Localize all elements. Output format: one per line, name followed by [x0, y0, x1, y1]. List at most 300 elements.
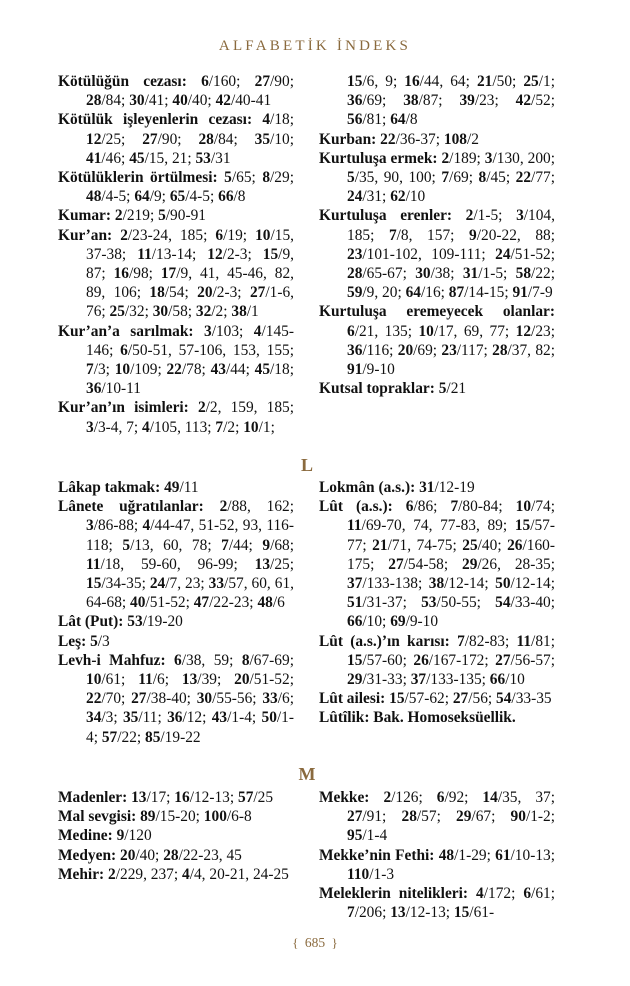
surah-number: 31	[419, 479, 435, 496]
surah-number: 27	[495, 651, 511, 669]
verse-numbers: /31;	[362, 188, 391, 206]
verse-numbers: /84;	[101, 92, 130, 110]
index-reference	[262, 537, 294, 554]
index-reference	[218, 188, 245, 205]
surah-number: 31	[462, 265, 479, 283]
index-reference	[197, 284, 250, 301]
surah-number: 7	[215, 418, 224, 436]
verse-numbers: /19-22	[160, 728, 201, 746]
index-reference	[418, 323, 515, 340]
left-column-top	[58, 72, 294, 437]
surah-number: 7	[441, 169, 450, 187]
index-reference	[150, 575, 209, 592]
surah-number: 48	[438, 846, 455, 864]
surah-number: 10	[418, 322, 434, 340]
index-term: Kurtuluşa erenler:	[319, 207, 453, 225]
surah-number: 13	[181, 671, 198, 689]
surah-number: 6	[215, 226, 224, 244]
index-term: Lûtîlik: Bak. Homoseksüellik.	[319, 709, 516, 727]
surah-number: 37	[410, 671, 427, 689]
surah-number: 3	[86, 418, 94, 436]
surah-number: 110	[347, 865, 370, 883]
surah-number: 36	[86, 380, 102, 398]
index-reference	[479, 169, 516, 186]
index-reference	[347, 246, 495, 263]
verse-numbers: /9-10	[362, 361, 395, 379]
index-reference	[347, 904, 390, 921]
verse-numbers: /8	[233, 188, 246, 206]
surah-number: 28	[86, 92, 102, 110]
verse-numbers: /29;	[270, 169, 294, 187]
verse-numbers: /229, 237;	[115, 865, 182, 883]
surah-number: 21	[476, 73, 493, 90]
surah-number: 28	[347, 265, 363, 283]
surah-number: 28	[198, 130, 214, 148]
index-reference	[204, 323, 254, 340]
surah-number: 4	[142, 517, 151, 535]
index-reference	[347, 342, 398, 359]
surah-number: 2	[383, 789, 392, 806]
verse-numbers: /35, 90, 100;	[354, 169, 442, 187]
surah-number: 57	[238, 789, 254, 806]
verse-numbers: /35, 37;	[497, 789, 555, 806]
index-reference	[220, 498, 294, 515]
surah-number: 42	[515, 92, 532, 110]
surah-number: 15	[389, 690, 405, 708]
index-term: Kurban:	[319, 130, 377, 148]
verse-numbers: /7-9	[527, 284, 553, 302]
index-reference	[390, 188, 425, 205]
surah-number: 64	[134, 188, 150, 206]
index-term: Mekke’nin Fethi:	[319, 846, 435, 864]
running-header: ALFABETİK İNDEKS	[218, 38, 412, 54]
index-reference	[388, 556, 462, 573]
index-reference	[462, 556, 555, 573]
surah-number: 6	[347, 322, 355, 340]
index-reference	[347, 111, 390, 128]
index-reference	[174, 789, 238, 806]
verse-numbers: /51-52;	[249, 671, 294, 689]
verse-numbers: /50-55;	[436, 594, 496, 612]
index-reference	[86, 150, 129, 167]
verse-numbers: /39;	[197, 671, 235, 689]
index-reference	[86, 556, 255, 573]
surah-number: 4	[142, 418, 150, 436]
index-reference	[380, 131, 444, 148]
index-reference	[413, 652, 495, 669]
surah-number: 8	[241, 651, 250, 669]
surah-number: 47	[193, 594, 210, 612]
surah-number: 20	[234, 671, 250, 689]
surah-number: 16	[404, 73, 420, 90]
surah-number: 3	[203, 322, 212, 340]
verse-numbers: /38;	[430, 265, 463, 283]
verse-numbers: /22;	[117, 728, 146, 746]
verse-numbers: /6, 9;	[362, 73, 405, 90]
surah-number: 15	[347, 651, 363, 669]
surah-number: 7	[450, 498, 459, 516]
surah-number: 35	[254, 130, 271, 148]
index-reference	[429, 575, 495, 592]
verse-numbers: /1-3	[369, 865, 395, 883]
index-reference	[108, 866, 182, 883]
index-reference	[450, 498, 515, 515]
index-reference	[389, 227, 469, 244]
index-reference	[211, 361, 255, 378]
surah-number: 27	[347, 808, 363, 826]
verse-numbers: /11	[179, 479, 199, 496]
verse-numbers: /3;	[101, 709, 123, 727]
index-term: Kötülük işleyenlerin cezası:	[58, 111, 253, 129]
verse-numbers: /45;	[486, 169, 516, 187]
surah-number: 50	[495, 575, 511, 593]
index-reference	[145, 729, 201, 746]
verse-numbers: /22;	[531, 265, 555, 283]
index-entry	[319, 708, 555, 727]
index-reference	[182, 866, 289, 883]
verse-numbers: /69;	[362, 92, 404, 110]
surah-number: 35	[122, 709, 139, 727]
surah-number: 54	[496, 690, 512, 708]
verse-numbers: /25;	[101, 130, 143, 148]
verse-numbers: /51-52;	[145, 594, 194, 612]
surah-number: 14	[482, 789, 498, 806]
surah-number: 28	[163, 846, 179, 864]
surah-number: 66	[347, 613, 363, 631]
index-reference	[122, 537, 221, 554]
verse-numbers: /2;	[223, 418, 244, 436]
verse-numbers: /120	[124, 827, 152, 845]
index-reference	[516, 498, 555, 515]
surah-number: 23	[347, 245, 363, 263]
index-reference	[523, 73, 555, 90]
index-reference	[462, 537, 507, 554]
surah-number: 22	[515, 169, 532, 187]
index-reference	[163, 847, 242, 864]
index-reference	[444, 131, 479, 148]
index-term: Lâkap takmak:	[58, 479, 161, 496]
verse-numbers: /46;	[101, 149, 130, 167]
verse-numbers: /10	[505, 671, 525, 689]
index-reference	[495, 575, 555, 592]
index-reference	[166, 361, 210, 378]
index-reference	[149, 284, 197, 301]
index-reference	[86, 419, 142, 436]
index-reference	[255, 131, 294, 148]
index-reference	[120, 847, 163, 864]
index-reference	[390, 904, 454, 921]
index-reference	[120, 342, 294, 359]
index-reference	[138, 671, 182, 688]
index-reference	[477, 73, 523, 90]
index-reference	[482, 789, 555, 806]
verse-numbers: /6;	[152, 671, 182, 689]
verse-numbers: /61;	[101, 671, 139, 689]
index-term: Kumar:	[58, 207, 112, 225]
verse-numbers: /10-11	[101, 380, 142, 398]
index-reference	[195, 150, 230, 167]
verse-numbers: /40;	[477, 536, 508, 554]
index-reference	[389, 690, 453, 707]
surah-number: 36	[167, 709, 183, 727]
surah-number: 3	[484, 149, 493, 167]
verse-numbers: /58;	[168, 303, 196, 321]
surah-number: 64	[405, 284, 421, 302]
verse-numbers: /88, 162;	[227, 498, 294, 516]
index-reference	[439, 380, 466, 397]
surah-number: 53	[195, 149, 211, 167]
index-entry	[319, 130, 555, 149]
verse-numbers: /3-4, 7;	[93, 418, 143, 436]
verse-numbers: /133-138;	[362, 575, 429, 593]
surah-number: 7	[388, 226, 397, 244]
surah-number: 5	[90, 632, 98, 650]
verse-numbers: /54;	[164, 284, 198, 302]
verse-numbers: /1;	[538, 73, 555, 90]
index-reference	[255, 556, 294, 573]
verse-numbers: /37, 82;	[507, 341, 555, 359]
verse-numbers: /16;	[420, 284, 449, 302]
verse-numbers: /21, 135;	[354, 322, 419, 340]
surah-number: 38	[428, 575, 445, 593]
verse-numbers: /2, 159, 185;	[205, 399, 294, 417]
index-reference	[439, 847, 495, 864]
surah-number: 17	[160, 265, 177, 283]
index-reference	[90, 633, 110, 650]
surah-number: 21	[372, 536, 388, 554]
verse-numbers: /109;	[130, 361, 167, 379]
index-reference	[495, 652, 555, 669]
index-reference	[117, 827, 152, 844]
verse-numbers: /70;	[101, 690, 132, 708]
surah-number: 12	[515, 322, 532, 340]
surah-number: 27	[131, 690, 147, 708]
surah-number: 6	[405, 498, 414, 516]
verse-numbers: /44;	[228, 536, 263, 554]
index-reference	[347, 92, 403, 109]
surah-number: 25	[109, 303, 125, 321]
verse-numbers: /41;	[144, 92, 173, 110]
verse-numbers: /1-4	[362, 827, 388, 845]
index-reference	[172, 92, 215, 109]
verse-numbers: /36-37;	[395, 130, 444, 148]
surah-number: 54	[495, 594, 511, 612]
index-reference	[197, 690, 263, 707]
page-number: 685	[304, 935, 326, 950]
index-reference	[153, 303, 196, 320]
verse-numbers: /23-24, 185;	[127, 226, 216, 244]
verse-numbers: /10;	[270, 130, 294, 148]
index-reference	[238, 789, 273, 806]
index-reference	[134, 188, 170, 205]
surah-number: 56	[347, 111, 363, 129]
verse-numbers: /101-102, 109-111;	[362, 245, 496, 263]
surah-number: 27	[452, 690, 469, 708]
index-reference	[255, 361, 294, 378]
surah-number: 66	[218, 188, 234, 206]
index-entry	[58, 846, 294, 865]
index-reference	[215, 227, 255, 244]
surah-number: 32	[195, 303, 212, 321]
verse-numbers: /172;	[483, 885, 524, 903]
surah-number: 65	[169, 188, 186, 206]
verse-numbers: /12-13;	[405, 904, 454, 922]
verse-numbers: /13, 60, 78;	[130, 536, 222, 554]
verse-numbers: /9, 41, 45-46, 82, 89, 106;	[86, 265, 294, 302]
surah-number: 42	[215, 92, 231, 110]
surah-number: 5	[122, 536, 131, 554]
surah-number: 48	[86, 188, 102, 206]
surah-number: 38	[403, 92, 419, 110]
index-reference	[463, 265, 516, 282]
surah-number: 6	[174, 651, 182, 669]
right-column-m	[319, 788, 555, 922]
index-reference	[406, 498, 451, 515]
index-entry	[58, 651, 294, 747]
surah-number: 30	[129, 92, 145, 110]
surah-number: 16	[113, 265, 129, 283]
surah-number: 29	[462, 555, 478, 573]
index-reference	[511, 808, 555, 825]
verse-numbers: /12-14;	[510, 575, 555, 593]
surah-number: 12	[86, 130, 102, 148]
verse-numbers: /105, 113;	[149, 418, 216, 436]
index-reference	[347, 73, 404, 90]
verse-numbers: /15-20;	[155, 808, 204, 826]
index-term: Leş:	[58, 632, 87, 650]
index-reference	[347, 517, 515, 534]
verse-numbers: /130, 200;	[492, 149, 555, 167]
surah-number: 4	[476, 885, 484, 903]
index-entry	[319, 302, 555, 379]
verse-numbers: /126;	[391, 789, 437, 806]
surah-number: 66	[489, 671, 506, 689]
surah-number: 53	[421, 594, 437, 612]
index-entry	[319, 149, 555, 207]
index-reference	[453, 690, 496, 707]
page-footer	[0, 935, 630, 951]
verse-numbers: /206;	[354, 904, 391, 922]
index-reference	[459, 92, 515, 109]
surah-number: 24	[495, 245, 511, 263]
surah-number: 5	[224, 169, 232, 187]
surah-number: 20	[397, 341, 414, 359]
verse-numbers: /91;	[362, 808, 402, 826]
index-entry	[319, 72, 555, 130]
index-reference	[194, 594, 258, 611]
surah-number: 11	[347, 517, 362, 535]
surah-number: 6	[523, 885, 532, 903]
index-reference	[390, 613, 438, 630]
verse-numbers: /56-57;	[510, 651, 555, 669]
index-reference	[257, 594, 284, 611]
index-reference	[242, 652, 294, 669]
index-reference	[372, 537, 462, 554]
surah-number: 11	[137, 245, 152, 263]
index-entry	[58, 807, 294, 826]
index-entry	[319, 689, 555, 708]
verse-numbers: /160-175;	[347, 536, 555, 573]
verse-numbers: /90;	[270, 73, 294, 90]
index-entry	[58, 788, 294, 807]
index-reference	[347, 169, 441, 186]
surah-number: 48	[257, 594, 273, 612]
verse-numbers: /18, 59-60, 96-99;	[100, 555, 255, 573]
index-reference	[123, 709, 167, 726]
surah-number: 15	[514, 517, 531, 535]
verse-numbers: /40-41	[230, 92, 272, 110]
verse-numbers: /23;	[474, 92, 516, 110]
index-reference	[86, 709, 123, 726]
verse-numbers: /77;	[531, 169, 555, 187]
verse-numbers: /2	[466, 130, 479, 148]
index-reference	[398, 342, 442, 359]
index-reference	[196, 303, 232, 320]
surah-number: 9	[116, 827, 125, 845]
verse-numbers: /2-3;	[212, 284, 250, 302]
index-term: Lût (a.s.)’ın karısı:	[319, 632, 450, 650]
index-reference	[516, 169, 555, 186]
surah-number: 2	[108, 865, 116, 883]
surah-number: 59	[347, 284, 363, 302]
verse-numbers: /117;	[456, 341, 493, 359]
verse-numbers: /3	[97, 632, 110, 650]
index-reference	[485, 150, 555, 167]
index-reference	[406, 284, 449, 301]
index-entry	[319, 497, 555, 631]
surah-number: 87	[448, 284, 465, 302]
verse-numbers: /31-37;	[362, 594, 422, 612]
index-reference	[262, 690, 294, 707]
surah-number: 5	[438, 380, 447, 398]
ornament-right-icon: }	[331, 935, 338, 950]
surah-number: 2	[120, 226, 128, 244]
surah-number: 11	[138, 671, 153, 689]
ornament-left-icon: {	[292, 935, 299, 950]
verse-numbers: /31-33;	[362, 671, 411, 689]
surah-number: 16	[174, 789, 190, 806]
index-term: Medyen:	[58, 846, 117, 864]
right-column-top	[319, 72, 555, 398]
index-reference	[469, 227, 555, 244]
index-reference	[490, 671, 525, 688]
surah-number: 34	[86, 709, 102, 727]
index-term: Kötülüklerin örtülmesi:	[58, 169, 218, 187]
index-reference	[212, 709, 262, 726]
verse-numbers: /87;	[418, 92, 460, 110]
index-reference	[441, 169, 478, 186]
index-reference	[495, 246, 555, 263]
verse-numbers: /12-14;	[444, 575, 496, 593]
verse-numbers: /12-13;	[189, 789, 238, 806]
index-entry	[58, 865, 294, 884]
verse-numbers: /9, 87;	[86, 245, 294, 283]
verse-numbers: /32;	[124, 303, 153, 321]
verse-numbers: /80-84;	[458, 498, 516, 516]
verse-numbers: /57;	[416, 808, 457, 826]
surah-number: 69	[390, 613, 406, 631]
surah-number: 7	[221, 536, 229, 554]
verse-numbers: /189;	[449, 149, 485, 167]
index-reference	[86, 380, 141, 397]
index-reference	[512, 284, 552, 301]
index-entry	[58, 226, 294, 322]
surah-number: 64	[390, 111, 406, 129]
index-reference	[347, 866, 394, 883]
surah-number: 41	[86, 149, 102, 167]
surah-number: 9	[262, 536, 271, 554]
verse-numbers: /40;	[135, 846, 164, 864]
